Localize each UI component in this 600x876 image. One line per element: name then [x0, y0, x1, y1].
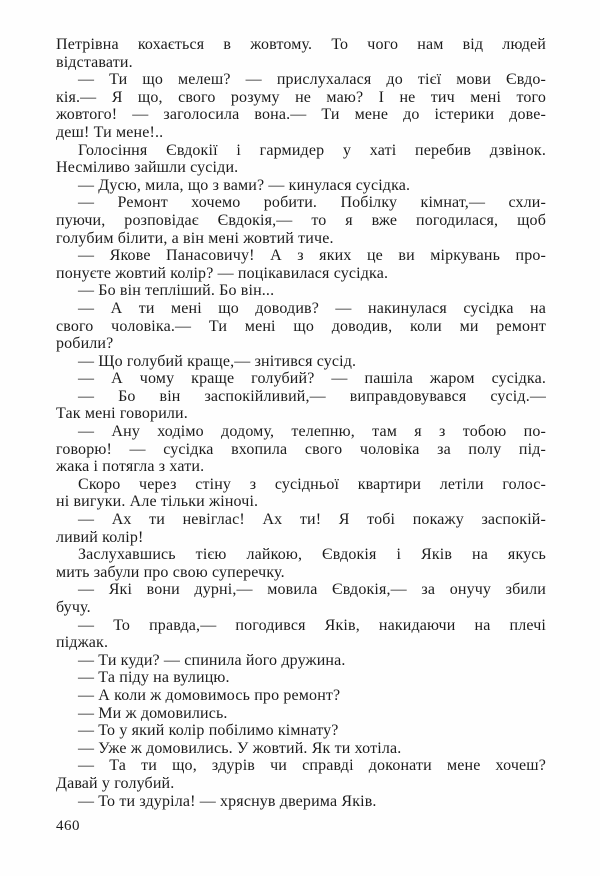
text-line: Голосіння Євдокії і гармидер у хаті перебив дзвінок.	[78, 141, 546, 159]
text-line: — Та ти що, здурів чи справді доконати мене хочеш?	[78, 757, 546, 775]
text-line: — Та піду на вулицю.	[78, 669, 230, 687]
text-line: говорю! — сусідка вхопила свого чоловіка за полу під-	[56, 440, 546, 458]
text-line: мить забули про свою суперечку.	[56, 563, 285, 581]
text-line: — Ми ж домовились.	[78, 704, 228, 722]
text-line: деш! Ти мене!..	[56, 123, 164, 141]
text-line: — А чому краще голубий? — пашіла жаром сусідка.	[78, 370, 546, 388]
page-text	[56, 36, 546, 810]
text-line: ливий колір!	[56, 528, 144, 546]
text-line: свого чоловіка.— Ти мені що доводив, коли ми ремонт	[56, 317, 546, 335]
text-line: Заслухавшись тією лайкою, Євдокія і Яків на якусь	[78, 546, 546, 564]
text-line: — Ти що мелеш? — прислухалася до тієї мови Євдо-	[78, 71, 546, 89]
text-line: — Уже ж домовились. У жовтий. Як ти хотіла.	[78, 739, 402, 757]
text-line: — Бо він тепліший. Бо він...	[78, 282, 275, 300]
text-line: Так мені говорили.	[56, 405, 188, 423]
text-line: Несміливо зайшли сусіди.	[56, 159, 239, 177]
text-line: — Що голубий краще,— знітився сусід.	[78, 352, 357, 370]
text-line: понуєте жовтий колір? — поцікавилася сусідка.	[56, 264, 389, 282]
text-line: пуючи, розповідає Євдокія,— то я вже погодилася, щоб	[56, 211, 546, 229]
text-line: — Бо він заспокійливий,— виправдовувався сусід.—	[78, 387, 546, 405]
text-line: бучу.	[56, 599, 91, 616]
text-line: — Дусю, мила, що з вами? — кинулася сусідка.	[78, 176, 411, 194]
text-line: Петрівна кохається в жовтому. То чого нам від людей	[56, 36, 546, 53]
text-line: піджак.	[56, 634, 109, 652]
text-line: відставати.	[56, 53, 133, 71]
text-line: жовтого! — заголосила вона.— Ти мене до істерики дове-	[56, 106, 546, 124]
text-line: ні вигуки. Але тільки жіночі.	[56, 493, 259, 511]
text-line: голубим білити, а він мені жовтий тиче.	[56, 229, 334, 247]
text-line: жака і потягла з хати.	[56, 458, 205, 476]
text-line: Давай у голубий.	[56, 774, 175, 792]
text-line: робили?	[56, 335, 114, 353]
text-line: — Якове Панасовичу! А з яких це ви міркувань про-	[78, 247, 546, 265]
text-line: — А ти мені що доводив? — накинулася сусідка на	[78, 299, 546, 317]
text-line: — А коли ж домовимось про ремонт?	[78, 686, 341, 704]
text-line: — Які вони дурні,— мовила Євдокія,— за онучу збили	[78, 581, 546, 599]
text-line: — То ти здуріла! — хряснув дверима Яків.	[78, 792, 377, 810]
page-number: 460	[56, 818, 80, 834]
text-line: — То правда,— погодився Яків, накидаючи на плечі	[78, 616, 546, 634]
text-line: кія.— Я що, свого розуму не маю? І не тич мені того	[56, 88, 546, 106]
text-line: — Ремонт хочемо робити. Побілку кімнат,— схли-	[78, 194, 546, 212]
text-line: — Ану ходімо додому, телепню, там я з тобою по-	[78, 423, 546, 441]
text-line: Скоро через стіну з сусідньої квартири летіли голос-	[78, 475, 546, 493]
text-line: — Ти куди? — спинила його дружина.	[78, 651, 346, 669]
text-line: — Ах ти невіглас! Ах ти! Я тобі покажу заспокій-	[78, 511, 546, 529]
text-line: — То у який колір побілимо кімнату?	[78, 722, 339, 740]
